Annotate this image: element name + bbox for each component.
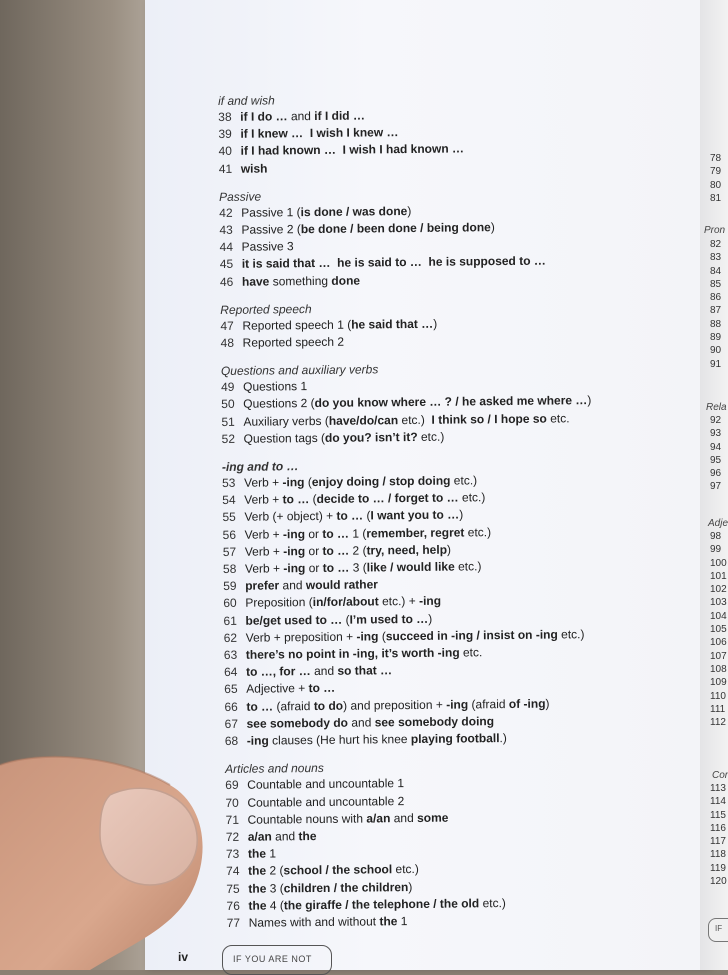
side-number: 95 <box>710 454 722 466</box>
unit-title: see somebody do and see somebody doing <box>246 714 495 731</box>
unit-number: 73 <box>225 846 240 862</box>
unit-title: Reported speech 2 <box>242 334 345 350</box>
unit-title: Questions 1 <box>242 379 308 394</box>
unit-number: 59 <box>223 579 237 594</box>
unit-number: 40 <box>218 144 233 159</box>
unit-number: 72 <box>225 829 240 844</box>
side-number: 103 <box>710 597 727 609</box>
unit-title: have something done <box>241 273 361 289</box>
unit-number: 54 <box>222 493 236 508</box>
unit-number: 44 <box>219 240 234 255</box>
section-title: Passive <box>219 189 262 204</box>
section-title: Questions and auxiliary verbs <box>220 362 379 379</box>
section-title: -ing and to … <box>221 459 299 475</box>
unit-title: Passive 3 <box>241 239 294 254</box>
side-numbers-4 <box>710 530 727 729</box>
side-number: 82 <box>710 239 722 250</box>
page-number: iv <box>178 950 189 964</box>
unit-title: wish <box>240 161 268 176</box>
side-number: 116 <box>710 822 726 834</box>
unit-number: 46 <box>219 274 234 289</box>
footer-note-box: IF YOU ARE NOT <box>222 945 332 975</box>
unit-number: 43 <box>219 222 233 238</box>
unit-title: if I do … and if I did … <box>240 108 366 124</box>
side-number: 114 <box>710 796 726 808</box>
unit-number: 64 <box>223 665 238 680</box>
section-title: Articles and nouns <box>224 761 324 777</box>
side-number: 97 <box>710 481 722 493</box>
unit-number: 41 <box>218 161 233 176</box>
side-number: 107 <box>710 650 727 662</box>
side-number: 91 <box>710 358 722 370</box>
unit-number: 70 <box>225 795 239 810</box>
side-numbers-2 <box>710 238 721 371</box>
side-number: 104 <box>710 610 727 622</box>
unit-title: Verb + -ing or to … 3 (like / would like etc.) <box>244 559 482 576</box>
unit-number: 68 <box>224 733 239 749</box>
unit-number: 38 <box>218 109 232 124</box>
unit-title: to … (afraid to do) and preposition + -ing (afraid of -ing) <box>246 696 550 714</box>
unit-title: the 4 (the giraffe / the telephone / the old etc.) <box>248 895 506 913</box>
unit-title: Names with and without the 1 <box>248 913 408 930</box>
unit-title: Preposition (in/for/about etc.) + -ing <box>245 594 442 611</box>
unit-title: Countable and uncountable 2 <box>247 793 405 810</box>
unit-number: 60 <box>223 596 237 611</box>
side-tab: IF <box>708 918 728 942</box>
side-number: 118 <box>710 849 726 861</box>
side-number: 99 <box>710 544 722 556</box>
contents-entry <box>220 269 640 291</box>
unit-title: Question tags (do you? isn’t it? etc.) <box>243 429 445 446</box>
side-number: 84 <box>710 265 722 277</box>
unit-number: 63 <box>223 647 238 663</box>
side-heading-adje: Adje <box>708 518 728 529</box>
unit-number: 62 <box>223 630 238 645</box>
unit-number: 49 <box>220 380 235 395</box>
unit-number: 75 <box>226 881 240 896</box>
side-number: 93 <box>710 428 722 440</box>
unit-title: prefer and would rather <box>245 577 378 594</box>
unit-title: be/get used to … (I’m used to …) <box>245 611 433 628</box>
unit-title: Questions 2 (do you know where … ? / he asked me where …) <box>243 393 592 412</box>
side-number: 108 <box>710 663 727 675</box>
side-number: 98 <box>710 531 722 542</box>
unit-number: 55 <box>222 510 236 525</box>
unit-title: if I knew … I wish I knew … <box>240 125 399 141</box>
unit-number: 50 <box>221 397 235 412</box>
unit-title: Auxiliary verbs (have/do/can etc.) I think so / I hope so etc. <box>243 410 570 429</box>
unit-title: the 2 (school / the school etc.) <box>248 862 419 879</box>
unit-number: 52 <box>221 431 236 446</box>
side-number: 113 <box>710 783 726 794</box>
unit-title: Verb + to … (decide to … / forget to … etc.) <box>244 490 486 507</box>
unit-title: Adjective + to … <box>246 681 336 697</box>
side-number: 83 <box>710 252 722 264</box>
side-numbers-3 <box>710 414 721 494</box>
unit-title: Verb + preposition + -ing (succeed in -ing / insist on -ing etc.) <box>245 627 585 645</box>
side-number: 102 <box>710 584 727 596</box>
side-number: 120 <box>710 876 727 888</box>
unit-number: 48 <box>220 335 235 351</box>
unit-number: 53 <box>222 475 236 491</box>
unit-title: Countable nouns with a/an and some <box>247 810 449 827</box>
unit-number: 57 <box>222 544 237 559</box>
unit-number: 56 <box>222 527 237 542</box>
side-number: 101 <box>710 570 727 582</box>
side-number: 80 <box>710 179 722 191</box>
side-numbers-5 <box>710 782 727 888</box>
unit-title: Countable and uncountable 1 <box>247 776 405 793</box>
unit-title: Verb (+ object) + to … (I want you to …) <box>244 507 464 525</box>
unit-number: 74 <box>226 864 240 879</box>
side-number: 88 <box>710 318 722 330</box>
unit-number: 65 <box>224 682 238 697</box>
contents-entry <box>222 426 642 448</box>
section-title: if and wish <box>218 93 275 108</box>
unit-title: Passive 2 (be done / been done / being done) <box>241 220 495 237</box>
side-heading-rela: Rela <box>706 402 727 413</box>
side-number: 105 <box>710 624 727 636</box>
unit-number: 71 <box>225 812 240 827</box>
thumb-holding-page <box>0 725 215 970</box>
unit-title: Verb + -ing or to … 2 (try, need, help) <box>244 542 452 559</box>
unit-title: the 1 <box>247 846 277 861</box>
unit-number: 67 <box>224 716 239 731</box>
side-number: 111 <box>710 703 726 715</box>
side-heading-pron: Pron <box>704 225 726 236</box>
side-number: 78 <box>710 153 722 164</box>
section-title: Reported speech <box>220 301 312 317</box>
contents-entry <box>221 331 641 353</box>
unit-number: 77 <box>226 915 241 930</box>
contents-list <box>218 90 647 932</box>
side-number: 81 <box>710 192 722 204</box>
side-number: 100 <box>710 557 727 569</box>
unit-title: Verb + -ing or to … 1 (remember, regret etc.) <box>244 524 492 542</box>
side-number: 90 <box>710 345 722 357</box>
side-number: 86 <box>710 292 722 304</box>
side-number: 89 <box>710 332 722 344</box>
unit-number: 76 <box>226 898 240 913</box>
side-number: 109 <box>710 677 727 689</box>
side-number: 85 <box>710 278 722 290</box>
unit-title: -ing clauses (He hurt his knee playing football.) <box>246 731 507 748</box>
side-number: 115 <box>710 809 726 821</box>
unit-title: to …, for … and so that … <box>245 663 393 680</box>
side-number: 110 <box>710 690 726 702</box>
side-number: 119 <box>710 862 726 874</box>
unit-title: if I had known … I wish I had known … <box>240 141 465 159</box>
side-number: 87 <box>710 305 722 317</box>
unit-title: Reported speech 1 (he said that …) <box>242 316 438 333</box>
unit-title: Verb + -ing (enjoy doing / stop doing etc.) <box>243 473 478 490</box>
side-number: 92 <box>710 415 722 426</box>
unit-title: a/an and the <box>247 828 317 844</box>
side-number: 94 <box>710 441 722 453</box>
unit-number: 69 <box>225 778 239 793</box>
unit-number: 45 <box>219 257 234 272</box>
side-number: 112 <box>710 717 726 729</box>
unit-title: the 3 (children / the children) <box>248 879 413 896</box>
side-number: 96 <box>710 468 722 480</box>
unit-number: 61 <box>223 613 237 628</box>
side-numbers-1 <box>710 152 721 205</box>
side-number: 106 <box>710 637 727 649</box>
unit-title: there’s no point in -ing, it’s worth -ing etc. <box>245 645 483 662</box>
unit-number: 47 <box>220 318 234 333</box>
side-number: 79 <box>710 166 722 178</box>
adjacent-page-edge <box>700 0 728 970</box>
unit-number: 39 <box>218 127 232 142</box>
unit-title: it is said that … he is said to … he is supposed to … <box>241 253 546 272</box>
unit-number: 58 <box>222 561 237 577</box>
contents-entry <box>225 729 645 751</box>
side-heading-cor: Cor <box>712 770 728 781</box>
side-number: 117 <box>710 836 726 848</box>
unit-title: Passive 1 (is done / was done) <box>241 203 412 220</box>
unit-number: 42 <box>219 205 233 220</box>
unit-number: 66 <box>224 699 238 714</box>
unit-number: 51 <box>221 414 235 429</box>
